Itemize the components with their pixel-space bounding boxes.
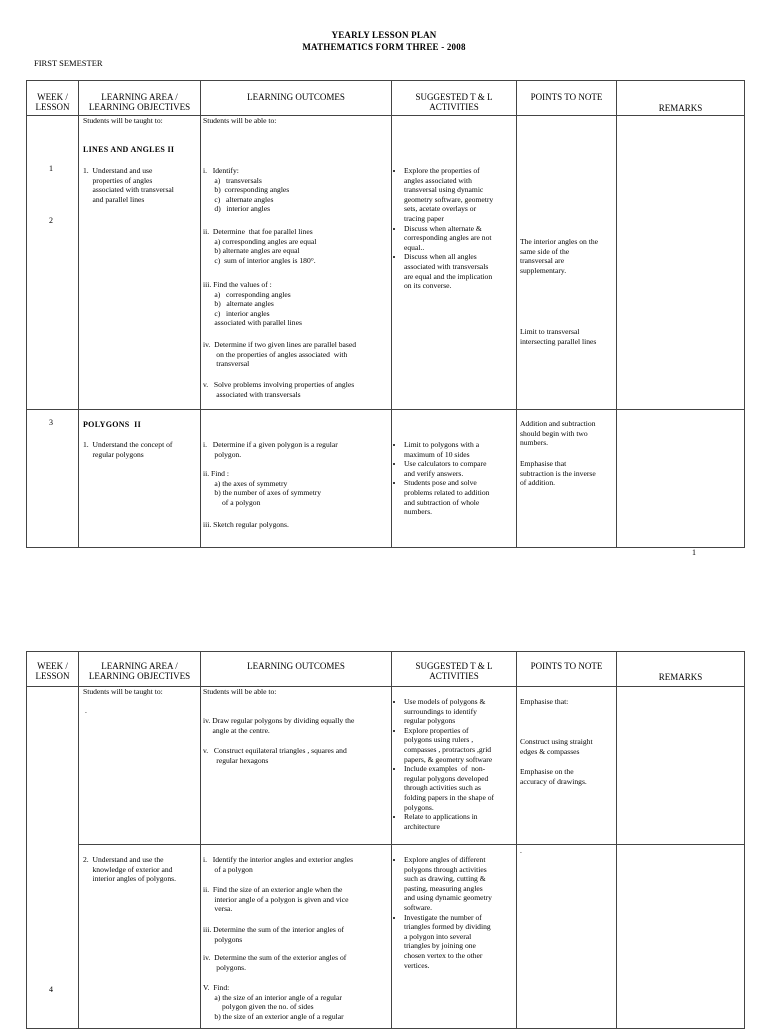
- activities-cell: [392, 687, 517, 845]
- note: The interior angles on the same side of the transversal are supplementary.: [520, 237, 599, 275]
- week-number: 1: [49, 164, 53, 173]
- activities-cell: [392, 845, 517, 1029]
- outcome-ii: ii. Find the size of an exterior angle when the interior angle of a polygon is given and vice versa.: [203, 885, 349, 914]
- outcome-iii: iii. Determine the sum of the interior angles of polygons: [203, 925, 345, 944]
- outcome-iii: iii. Sketch regular polygons.: [203, 520, 289, 529]
- note: Emphasise that:: [520, 697, 569, 706]
- activities-list: [394, 855, 492, 970]
- header-points-to-note: POINTS TO NOTE: [517, 652, 617, 687]
- learning-outcomes-cell: [201, 410, 392, 548]
- note: Addition and subtraction should begin with two numbers.: [520, 419, 596, 448]
- outcome-iv: iv. Determine the sum of the exterior angles of polygons.: [203, 953, 347, 972]
- points-to-note-cell: [517, 845, 617, 1029]
- note: Limit to transversal intersecting parallel lines: [520, 327, 597, 346]
- remarks-cell: [617, 116, 745, 410]
- activities-list: [394, 697, 494, 831]
- learning-area-cell: [79, 845, 201, 1029]
- week-cell: [27, 410, 79, 548]
- activity-item: • Explore properties of polygons using rulers , compasses , protractors ,grid papers, & geometry software: [404, 726, 494, 764]
- document-title: YEARLY LESSON PLAN: [331, 30, 437, 40]
- learning-area-cell: [79, 410, 201, 548]
- page-number: 1: [692, 548, 696, 557]
- week-number: 2: [49, 216, 53, 225]
- activity-item: • Use models of polygons & surroundings to identify regular polygons: [404, 697, 494, 726]
- activity-item: • Limit to polygons with a maximum of 10 sides: [404, 440, 489, 459]
- week-number: 4: [49, 985, 53, 994]
- activity-item: • Include examples of non- regular polygons developed through activities such as folding papers in the shape of polygons.: [404, 764, 494, 812]
- outcome-i: i. Determine if a given polygon is a regular polygon.: [203, 440, 338, 459]
- learning-outcomes-cell: [201, 845, 392, 1029]
- outcome-iv: iv. Determine if two given lines are parallel based on the properties of angles associated with transversal: [203, 340, 357, 369]
- points-to-note-cell: [517, 410, 617, 548]
- points-to-note-cell: [517, 116, 617, 410]
- header-remarks: REMARKS: [617, 81, 745, 116]
- header-remarks: REMARKS: [617, 652, 745, 687]
- outcome-iv: iv. Draw regular polygons by dividing equally the angle at the centre.: [203, 716, 355, 735]
- header-learning-outcomes: LEARNING OUTCOMES: [201, 81, 392, 116]
- outcome-v: v. Solve problems involving properties of angles associated with transversals: [203, 380, 355, 399]
- learning-area-cell: Students will be taught to: .: [79, 687, 201, 845]
- activity-item: • Investigate the number of triangles formed by dividing a polygon into several triangles by joining one chosen vertex to the other vertices.: [404, 913, 492, 971]
- activity-item: • Use calculators to compare and verify answers.: [404, 459, 489, 478]
- activities-cell: [392, 410, 517, 548]
- activities-cell: [392, 116, 517, 410]
- header-learning-outcomes: LEARNING OUTCOMES: [201, 652, 392, 687]
- activity-item: • Discuss when alternate & corresponding angles are not equal..: [404, 224, 493, 253]
- outcome-iii: iii. Find the values of : a) corresponding angles b) alternate angles c) interior angles associated with parallel lines: [203, 280, 302, 328]
- outcome-v: V. Find: a) the size of an interior angle of a regular polygon given the no. of sides b) the size of an exterior angle of a regular: [203, 983, 344, 1021]
- learning-objective: 1. Understand the concept of regular polygons: [83, 440, 173, 459]
- header-week: WEEK / LESSON: [27, 81, 79, 116]
- week-number: 3: [49, 418, 53, 427]
- note: Emphasise on the accuracy of drawings.: [520, 767, 587, 786]
- week-cell: [27, 116, 79, 410]
- outcome-v: v. Construct equilateral triangles , squares and regular hexagons: [203, 746, 347, 765]
- header-learning-area: LEARNING AREA / LEARNING OBJECTIVES: [79, 652, 201, 687]
- note: Emphasise that subtraction is the inverse of addition.: [520, 459, 596, 488]
- outcome-i: i. Identify: a) transversals b) corresponding angles c) alternate angles d) interior angles: [203, 166, 290, 214]
- header-activities: SUGGESTED T & L ACTIVITIES: [392, 652, 517, 687]
- header-points-to-note: POINTS TO NOTE: [517, 81, 617, 116]
- learning-outcomes-cell: Students will be able to: iv. Draw regular polygons by dividing equally the angle at the centre. v. Construct equilateral triangles , squares and regular hexagons: [201, 687, 392, 845]
- activity-item: • Explore angles of different polygons through activities such as drawing, cutting & pasting, measuring angles and using dynamic geometry software.: [404, 855, 492, 913]
- note: Construct using straight edges & compasses: [520, 737, 593, 756]
- document-subtitle: MATHEMATICS FORM THREE - 2008: [302, 42, 466, 52]
- learning-area-cell: Students will be taught to: LINES AND ANGLES II 1. Understand and use properties of angles associated with transversal and parallel lines: [79, 116, 201, 410]
- lesson-plan-table-page2: [26, 651, 745, 1029]
- header-activities: SUGGESTED T & L ACTIVITIES: [392, 81, 517, 116]
- learning-outcomes-cell: Students will be able to: i. Identify: a) transversals b) corresponding angles c) alternate angles d) interior angles ii. Determine that foe parallel lines a) corresponding angles are equal b) alternate angles are equal c) sum of interior angles is 180°. iii. Find the values of : a) corresponding angles b) alternate angles c) interior angles associated with parallel lines iv. Determine if two given lines are parallel based on the properties of angles associated with transversal v. Solve problems involving properties of angles associated with transversals: [201, 116, 392, 410]
- week-cell: [27, 687, 79, 1029]
- lesson-plan-table-page1: [26, 80, 745, 548]
- outcome-ii: ii. Determine that foe parallel lines a) corresponding angles are equal b) alternate angles are equal c) sum of interior angles is 180°.: [203, 227, 317, 265]
- header-learning-area: LEARNING AREA / LEARNING OBJECTIVES: [79, 81, 201, 116]
- outcome-ii: ii. Find : a) the axes of symmetry b) the number of axes of symmetry of a polygon: [203, 469, 322, 507]
- outcome-i: i. Identify the interior angles and exterior angles of a polygon: [203, 855, 354, 874]
- learning-objective: 1. Understand and use properties of angles associated with transversal and parallel lines: [83, 166, 174, 204]
- learning-objective: 2. Understand and use the knowledge of exterior and interior angles of polygons.: [83, 855, 177, 884]
- remarks-cell: [617, 845, 745, 1029]
- points-to-note-cell: [517, 687, 617, 845]
- activity-item: • Students pose and solve problems related to addition and subtraction of whole numbers.: [404, 478, 489, 516]
- remarks-cell: [617, 410, 745, 548]
- activity-item: • Discuss when all angles associated with transversals are equal and the implication on its converse.: [404, 252, 493, 290]
- header-week: WEEK / LESSON: [27, 652, 79, 687]
- note: .: [520, 846, 522, 855]
- activities-list: [394, 166, 493, 291]
- topic-lines-and-angles: LINES AND ANGLES II: [83, 145, 175, 154]
- activity-item: • Explore the properties of angles associated with transversal using dynamic geometry software, geometry sets, acetate overlays or tracing paper: [404, 166, 493, 224]
- topic-polygons: POLYGONS II: [83, 420, 141, 429]
- remarks-cell: [617, 687, 745, 845]
- semester-label: FIRST SEMESTER: [34, 58, 103, 68]
- activities-list: [394, 440, 489, 517]
- activity-item: • Relate to applications in architecture: [404, 812, 494, 831]
